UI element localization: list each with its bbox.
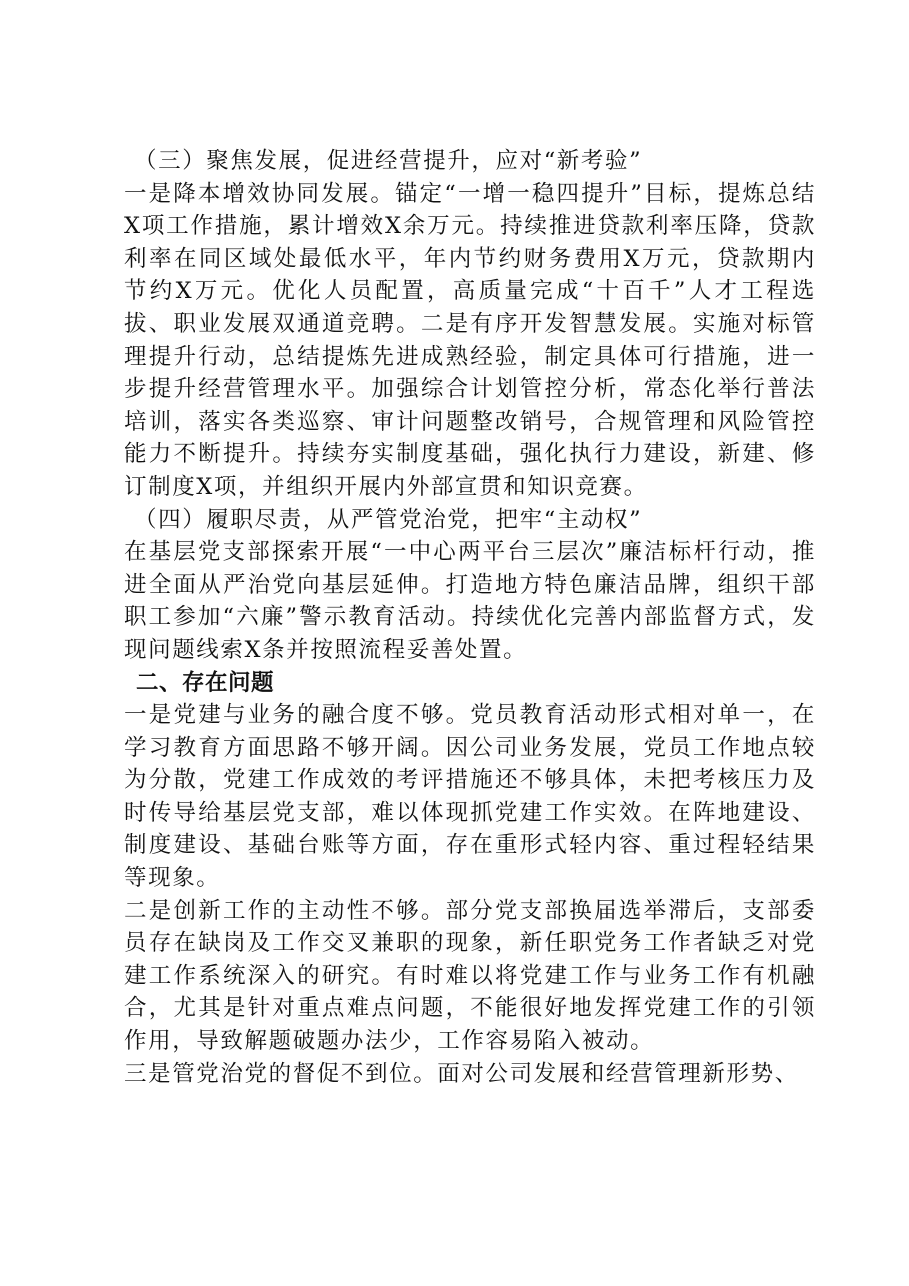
subsection-heading-4: （四）履职尽责，从严管党治党，把牢“主动权” [134,506,643,533]
paragraph-problem-3: 三是管党治党的督促不到位。面对公司发展和经营管理新形势、 [124,1060,799,1087]
document-body [116,145,816,1090]
paragraph-problem-1: 一是党建与业务的融合度不够。党员教育活动形式相对单一，在学习教育方面思路不够开阔。因公司业务发展，党员工作地点较为分散，党建工作成效的考评措施还不够具体，未把考核压力及时传导给基层党支部，难以体现抓党建工作实效。在阵地建设、制度建设、基础台账等方面，存在重形式轻内容、重过程轻结果等现象。 [124,702,816,892]
section-heading-problems: 二、存在问题 [136,669,275,696]
paragraph-problem-2: 二是创新工作的主动性不够。部分党支部换届选举滞后，支部委员存在缺岗及工作交叉兼职的现象，新任职党务工作者缺乏对党建工作系统深入的研究。有时难以将党建工作与业务工作有机融合，尤其是针对重点难点问题，不能很好地发挥党建工作的引领作用，导致解题破题办法少，工作容易陷入被动。 [124,897,816,1055]
paragraph-party-discipline: 在基层党支部探索开展“一中心两平台三层次”廉洁标杆行动，推进全面从严治党向基层延伸。打造地方特色廉洁品牌，组织干部职工参加“六廉”警示教育活动。持续优化完善内部监督方式，发现问题线索X条并按照流程妥善处置。 [124,539,816,663]
subsection-heading-3: （三）聚焦发展，促进经营提升，应对“新考验” [134,148,643,174]
paragraph-cost-efficiency: 一是降本增效协同发展。锚定“一增一稳四提升”目标，提炼总结X项工作措施，累计增效X余万元。持续推进贷款利率压降，贷款利率在同区域处最低水平，年内节约财务费用X万元，贷款期内节约X万元。优化人员配置，高质量完成“十百千”人才工程选拔、职业发展双通道竞聘。二是有序开发智慧发展。实施对标管理提升行动，总结提炼先进成熟经验，制定具体可行措施，进一步提升经营管理水平。加强综合计划管控分析，常态化举行普法培训，落实各类巡察、审计问题整改销号，合规管理和风险管控能力不断提升。持续夯实制度基础，强化执行力建设，新建、修订制度X项，并组织开展内外部宣贯和知识竞赛。 [124,180,816,500]
